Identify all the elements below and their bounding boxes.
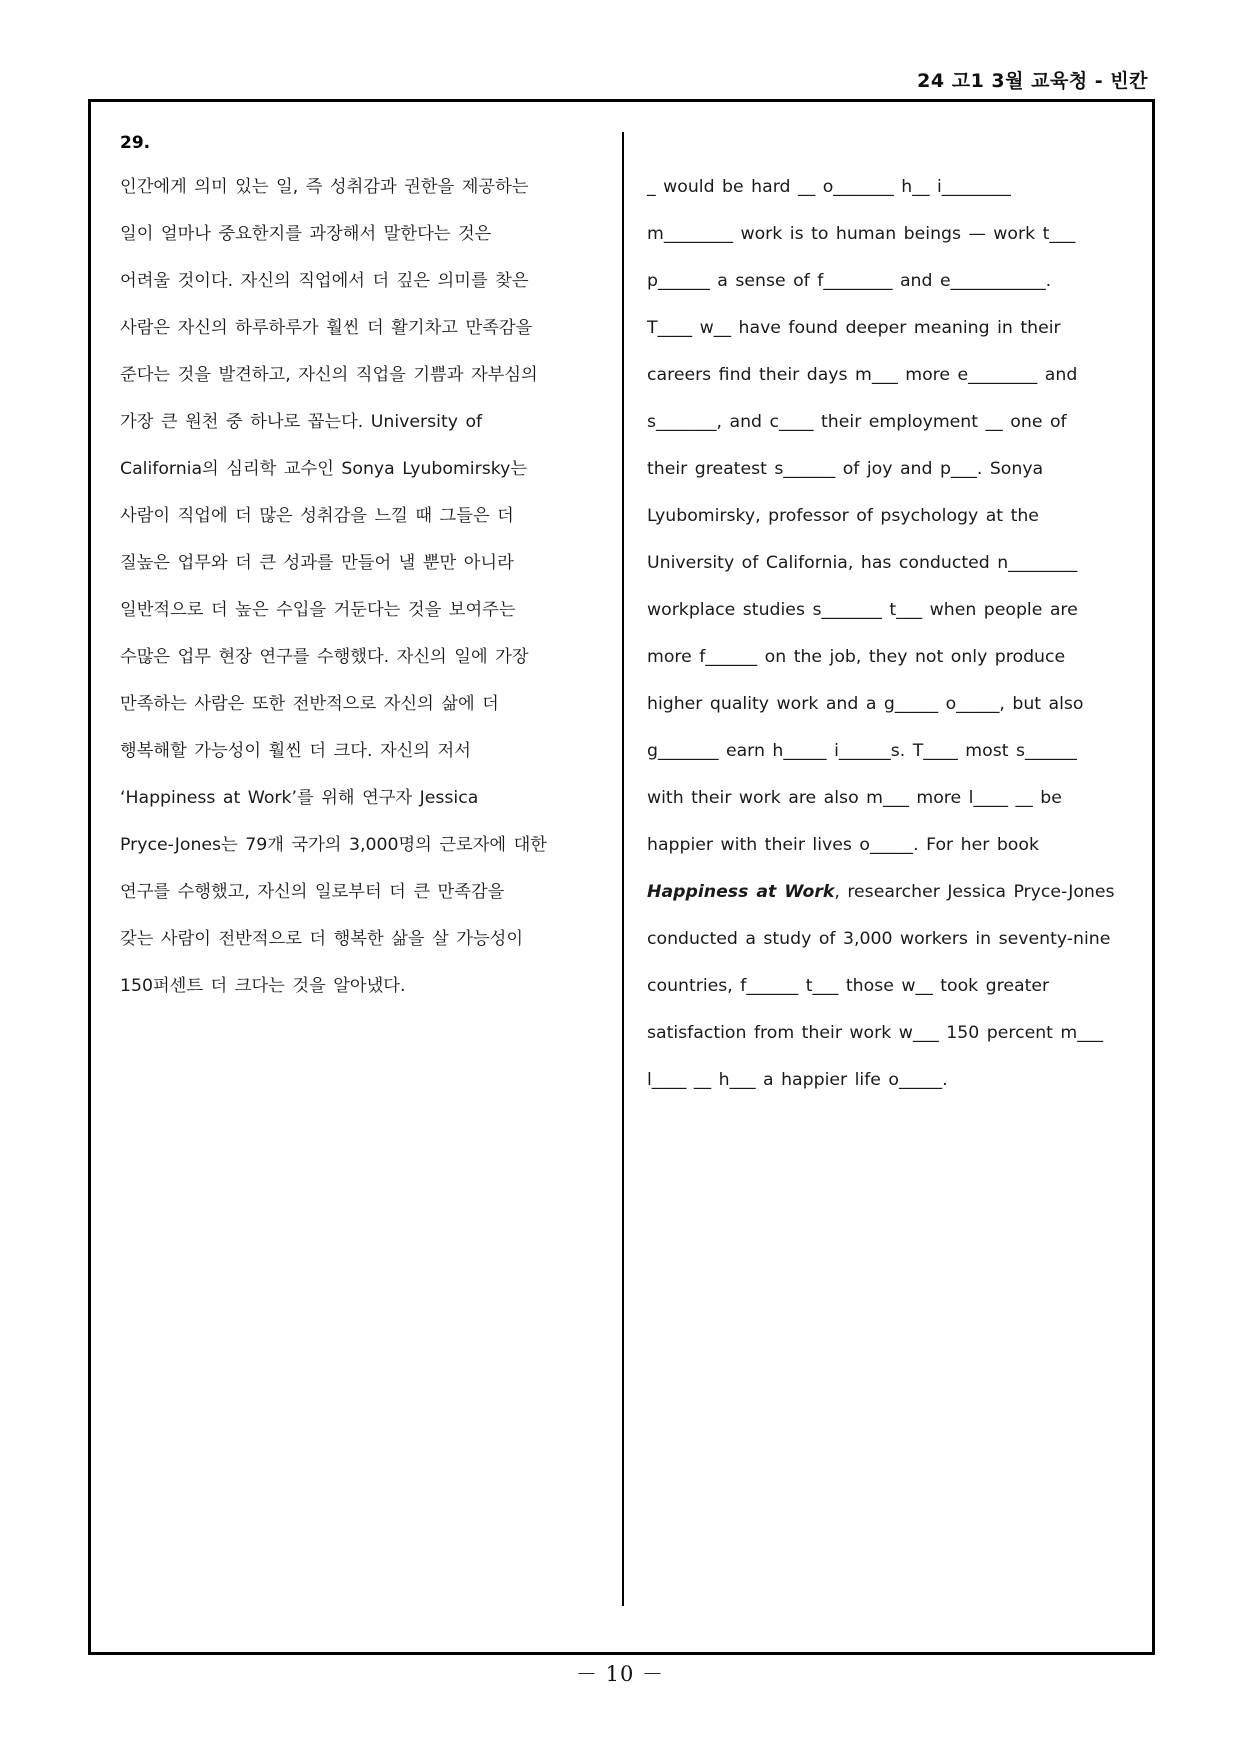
korean-line: 어려울 것이다. 자신의 직업에서 더 깊은 의미를 찾은 bbox=[120, 271, 529, 291]
english-line-book-title bbox=[647, 869, 1122, 916]
korean-line: ‘Happiness at Work’를 위해 연구자 Jessica bbox=[120, 788, 479, 808]
korean-line: 준다는 것을 발견하고, 자신의 직업을 기쁨과 자부심의 bbox=[120, 365, 538, 385]
english-line: l____ __ h___ a happier life o_____. bbox=[647, 1070, 948, 1090]
worksheet-frame bbox=[88, 99, 1155, 1655]
english-line: with their work are also m___ more l____ __ be bbox=[647, 788, 1062, 808]
english-line: higher quality work and a g_____ o_____, but also bbox=[647, 694, 1084, 714]
korean-line: Pryce-Jones는 79개 국가의 3,000명의 근로자에 대한 bbox=[120, 835, 547, 855]
english-line: g_______ earn h_____ i______s. T____ most s______ bbox=[647, 741, 1077, 761]
korean-line: 수많은 업무 현장 연구를 수행했다. 자신의 일에 가장 bbox=[120, 647, 529, 667]
korean-line: 연구를 수행했고, 자신의 일로부터 더 큰 만족감을 bbox=[120, 882, 505, 902]
korean-line: 가장 큰 원천 중 하나로 꼽는다. University of bbox=[120, 412, 483, 432]
english-line: more f______ on the job, they not only produce bbox=[647, 647, 1066, 667]
book-title: Happiness at Work bbox=[647, 882, 835, 902]
english-line: their greatest s______ of joy and p___. Sonya bbox=[647, 459, 1044, 479]
english-line: workplace studies s_______ t___ when people are bbox=[647, 600, 1078, 620]
english-line: _ would be hard __ o_______ h__ i________ bbox=[647, 177, 1011, 197]
english-line: Lyubomirsky, professor of psychology at the bbox=[647, 506, 1039, 526]
english-line: p______ a sense of f________ and e___________. bbox=[647, 271, 1052, 291]
korean-line: California의 심리학 교수인 Sonya Lyubomirsky는 bbox=[120, 459, 528, 479]
english-line: countries, f______ t___ those w__ took greater bbox=[647, 976, 1050, 996]
korean-line: 150퍼센트 더 크다는 것을 알아냈다. bbox=[120, 976, 406, 996]
korean-line: 일반적으로 더 높은 수입을 거둔다는 것을 보여주는 bbox=[120, 600, 516, 620]
korean-line: 질높은 업무와 더 큰 성과를 만들어 낼 뿐만 아니라 bbox=[120, 553, 514, 573]
english-line: University of California, has conducted n________ bbox=[647, 553, 1078, 573]
korean-line: 행복해할 가능성이 훨씬 더 크다. 자신의 저서 bbox=[120, 741, 471, 761]
english-line: satisfaction from their work w___ 150 percent m___ bbox=[647, 1023, 1104, 1043]
english-line: happier with their lives o_____. For her book bbox=[647, 835, 1039, 855]
english-line: conducted a study of 3,000 workers in seventy-nine bbox=[647, 929, 1111, 949]
korean-translation-column bbox=[120, 128, 600, 1010]
english-line: m________ work is to human beings — work t___ bbox=[647, 224, 1076, 244]
english-fill-in-blank-column bbox=[647, 128, 1122, 1104]
page-number: － 10 － bbox=[575, 1662, 665, 1686]
english-line: s_______, and c____ their employment __ one of bbox=[647, 412, 1067, 432]
korean-line: 사람은 자신의 하루하루가 훨씬 더 활기차고 만족감을 bbox=[120, 318, 533, 338]
english-line: careers find their days m___ more e________ and bbox=[647, 365, 1078, 385]
korean-line: 사람이 직업에 더 많은 성취감을 느낄 때 그들은 더 bbox=[120, 506, 514, 526]
korean-line: 갖는 사람이 전반적으로 더 행복한 삶을 살 가능성이 bbox=[120, 929, 524, 949]
english-line: T____ w__ have found deeper meaning in their bbox=[647, 318, 1061, 338]
question-number: 29. bbox=[120, 133, 151, 153]
korean-line: 일이 얼마나 중요한지를 과장해서 말한다는 것은 bbox=[120, 224, 492, 244]
korean-line: 인간에게 의미 있는 일, 즉 성취감과 권한을 제공하는 bbox=[120, 177, 529, 197]
worksheet-header-title: 24 고1 3월 교육청 - 빈칸 bbox=[917, 70, 1148, 92]
english-line-rest: , researcher Jessica Pryce-Jones bbox=[834, 882, 1115, 902]
korean-line: 만족하는 사람은 또한 전반적으로 자신의 삶에 더 bbox=[120, 694, 499, 714]
column-divider bbox=[622, 132, 624, 1606]
